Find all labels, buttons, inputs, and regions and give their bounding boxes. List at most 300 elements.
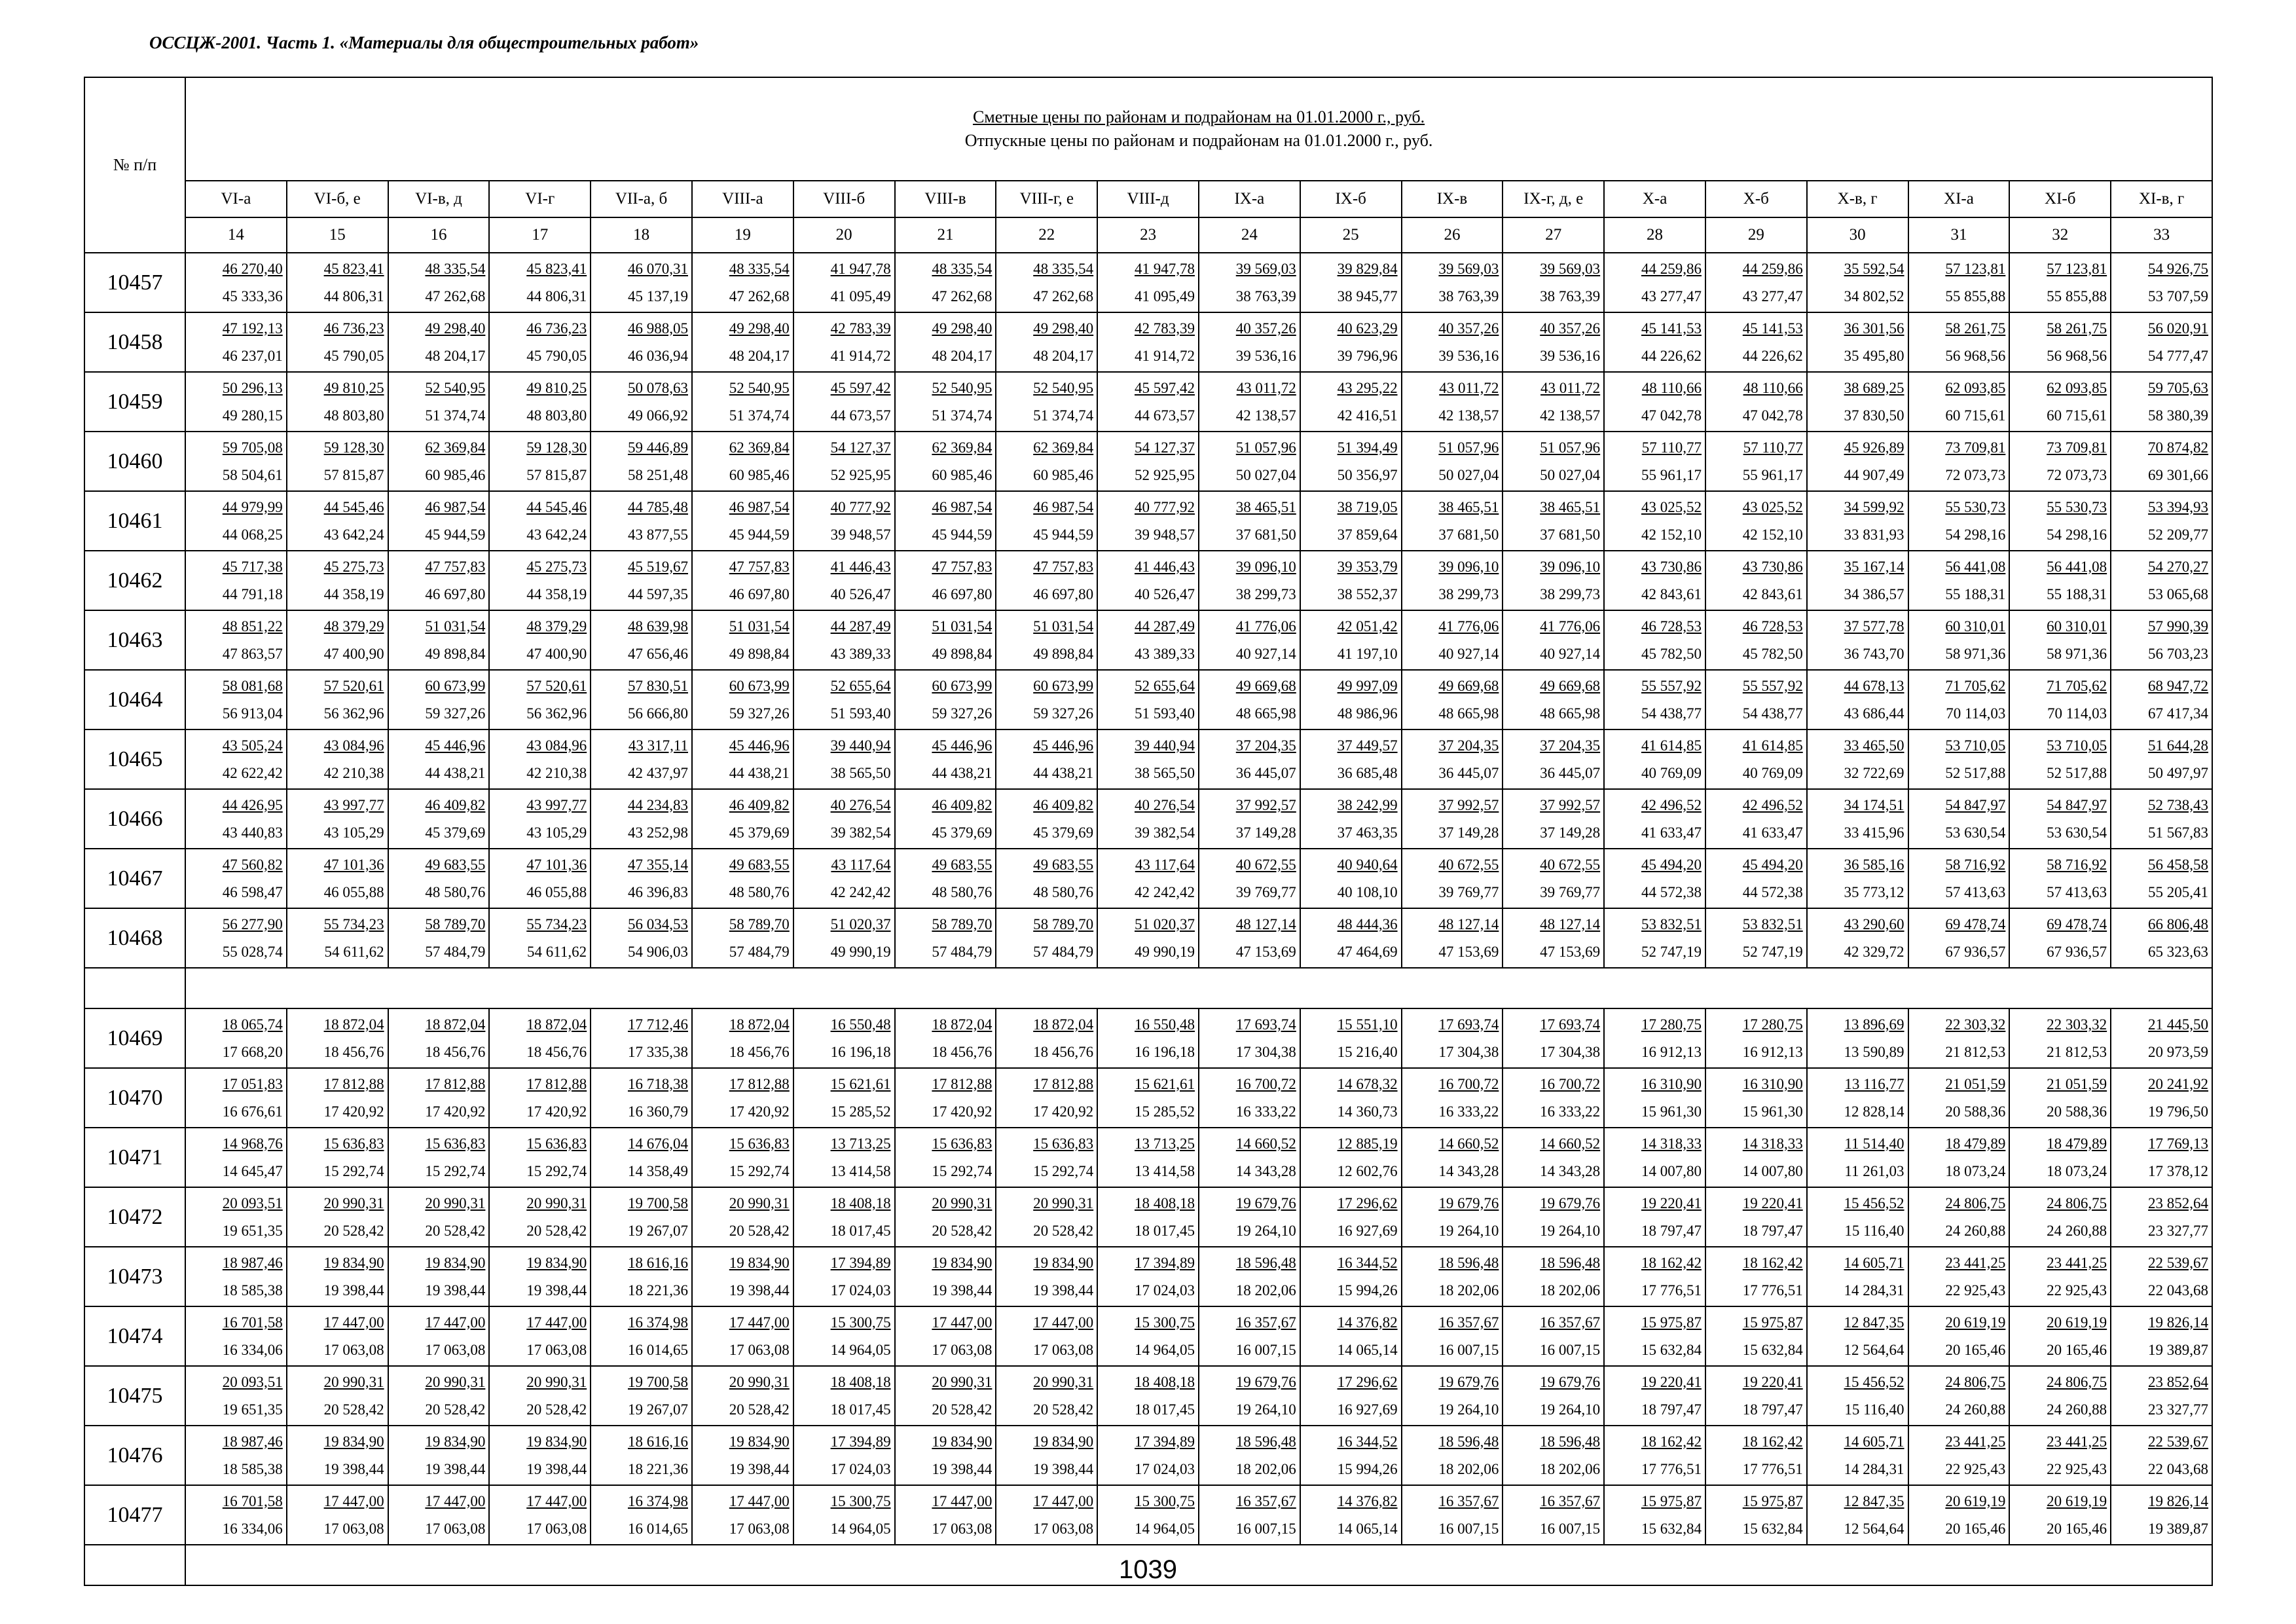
estimate-price: 22 303,32 bbox=[1945, 1016, 2006, 1033]
estimate-price: 14 376,82 bbox=[1337, 1314, 1398, 1331]
estimate-price: 48 851,22 bbox=[222, 618, 283, 635]
price-cell bbox=[996, 432, 1097, 491]
price-cell bbox=[1908, 1426, 2010, 1485]
price-cell bbox=[2111, 551, 2212, 610]
price-cell bbox=[793, 610, 895, 670]
release-price: 45 782,50 bbox=[1641, 645, 1702, 662]
price-cell bbox=[1908, 670, 2010, 729]
region-code-cell: VI-в, д bbox=[388, 181, 490, 217]
estimate-price: 45 597,42 bbox=[830, 379, 891, 396]
release-price: 45 137,19 bbox=[627, 287, 688, 304]
release-price: 44 572,38 bbox=[1742, 883, 1803, 900]
estimate-price: 52 540,95 bbox=[729, 379, 790, 396]
estimate-price: 18 872,04 bbox=[425, 1016, 486, 1033]
release-price: 17 420,92 bbox=[729, 1103, 790, 1120]
price-cell bbox=[692, 1008, 793, 1068]
price-table-body bbox=[84, 77, 2212, 1585]
estimate-price: 19 220,41 bbox=[1742, 1373, 1803, 1390]
price-cell bbox=[895, 432, 996, 491]
price-cell bbox=[2009, 312, 2111, 372]
release-price: 53 630,54 bbox=[2047, 824, 2107, 841]
table-row bbox=[84, 551, 2212, 610]
release-price: 43 252,98 bbox=[627, 824, 688, 841]
estimate-price: 15 636,83 bbox=[932, 1135, 993, 1152]
price-cell bbox=[185, 1306, 287, 1366]
price-cell bbox=[692, 908, 793, 968]
estimate-price: 38 465,51 bbox=[1438, 498, 1499, 515]
release-price: 12 564,64 bbox=[1844, 1341, 1904, 1358]
column-number-cell: 24 bbox=[1199, 217, 1300, 253]
price-cell bbox=[1300, 729, 1402, 789]
release-price: 15 285,52 bbox=[830, 1103, 891, 1120]
release-price: 46 697,80 bbox=[425, 585, 486, 602]
estimate-price: 16 374,98 bbox=[627, 1492, 688, 1509]
release-price: 47 153,69 bbox=[1438, 943, 1499, 960]
table-row bbox=[84, 1366, 2212, 1426]
estimate-price: 37 204,35 bbox=[1235, 737, 1296, 754]
estimate-price: 15 621,61 bbox=[1134, 1075, 1195, 1092]
estimate-price: 49 298,40 bbox=[729, 320, 790, 337]
release-price: 14 343,28 bbox=[1540, 1162, 1601, 1179]
estimate-price: 19 700,58 bbox=[627, 1194, 688, 1211]
release-price: 19 398,44 bbox=[526, 1282, 587, 1299]
estimate-price: 17 769,13 bbox=[2148, 1135, 2209, 1152]
release-price: 60 985,46 bbox=[1033, 466, 1094, 483]
estimate-price: 44 545,46 bbox=[526, 498, 587, 515]
release-price: 33 831,93 bbox=[1844, 526, 1904, 543]
release-price: 20 528,42 bbox=[729, 1401, 790, 1418]
price-cell bbox=[1097, 729, 1199, 789]
release-price: 19 398,44 bbox=[1033, 1460, 1094, 1477]
release-price: 14 964,05 bbox=[830, 1341, 891, 1358]
estimate-price: 15 975,87 bbox=[1641, 1314, 1702, 1331]
price-cell bbox=[2111, 1306, 2212, 1366]
release-price: 56 968,56 bbox=[2047, 347, 2107, 364]
price-cell bbox=[1705, 1068, 1807, 1128]
estimate-price: 17 447,00 bbox=[1033, 1492, 1094, 1509]
price-cell bbox=[1503, 1247, 1604, 1306]
release-price: 18 202,06 bbox=[1438, 1460, 1499, 1477]
estimate-price: 47 757,83 bbox=[932, 558, 993, 575]
release-price: 60 985,46 bbox=[932, 466, 993, 483]
price-cell bbox=[692, 610, 793, 670]
price-cell bbox=[185, 1426, 287, 1485]
price-cell bbox=[287, 1426, 388, 1485]
estimate-price: 14 376,82 bbox=[1337, 1492, 1398, 1509]
table-row bbox=[84, 1187, 2212, 1247]
estimate-price: 49 669,68 bbox=[1438, 677, 1499, 694]
estimate-price: 66 806,48 bbox=[2148, 915, 2209, 932]
release-price: 14 360,73 bbox=[1337, 1103, 1398, 1120]
price-cell bbox=[1402, 372, 1503, 432]
estimate-price: 46 270,40 bbox=[222, 260, 283, 277]
estimate-price: 36 301,56 bbox=[1844, 320, 1904, 337]
estimate-price: 17 447,00 bbox=[323, 1314, 384, 1331]
price-cell bbox=[996, 253, 1097, 312]
estimate-price: 43 290,60 bbox=[1844, 915, 1904, 932]
price-cell bbox=[1097, 372, 1199, 432]
price-cell bbox=[1097, 1366, 1199, 1426]
price-cell bbox=[1300, 551, 1402, 610]
price-cell bbox=[591, 432, 692, 491]
price-cell bbox=[388, 1485, 490, 1545]
release-price: 40 769,09 bbox=[1641, 764, 1702, 781]
release-price: 38 552,37 bbox=[1337, 585, 1398, 602]
estimate-price: 14 318,33 bbox=[1742, 1135, 1803, 1152]
price-cell bbox=[996, 551, 1097, 610]
estimate-price: 53 710,05 bbox=[1945, 737, 2006, 754]
estimate-price: 18 596,48 bbox=[1438, 1433, 1499, 1450]
release-price: 44 806,31 bbox=[323, 287, 384, 304]
estimate-price: 43 505,24 bbox=[222, 737, 283, 754]
price-cell bbox=[1199, 1485, 1300, 1545]
estimate-price: 58 261,75 bbox=[1945, 320, 2006, 337]
release-price: 44 438,21 bbox=[729, 764, 790, 781]
estimate-price: 51 020,37 bbox=[1134, 915, 1195, 932]
price-cell bbox=[1097, 1068, 1199, 1128]
estimate-price: 59 128,30 bbox=[323, 439, 384, 456]
price-cell bbox=[489, 670, 591, 729]
estimate-price: 45 823,41 bbox=[323, 260, 384, 277]
price-cell bbox=[1402, 729, 1503, 789]
price-cell bbox=[1908, 849, 2010, 908]
release-price: 35 773,12 bbox=[1844, 883, 1904, 900]
estimate-price: 39 096,10 bbox=[1235, 558, 1296, 575]
release-price: 45 944,59 bbox=[1033, 526, 1094, 543]
price-cell bbox=[1402, 432, 1503, 491]
price-cell bbox=[2009, 1366, 2111, 1426]
estimate-price: 12 847,35 bbox=[1844, 1492, 1904, 1509]
price-cell bbox=[2111, 849, 2212, 908]
estimate-price: 14 968,76 bbox=[222, 1135, 283, 1152]
price-cell bbox=[1705, 610, 1807, 670]
estimate-price: 40 623,29 bbox=[1337, 320, 1398, 337]
estimate-price: 59 705,63 bbox=[2148, 379, 2209, 396]
price-cell bbox=[1604, 610, 1705, 670]
release-price: 60 985,46 bbox=[729, 466, 790, 483]
estimate-price: 62 093,85 bbox=[1945, 379, 2006, 396]
estimate-price: 14 660,52 bbox=[1540, 1135, 1601, 1152]
release-price: 18 202,06 bbox=[1235, 1282, 1296, 1299]
price-cell bbox=[2009, 1485, 2111, 1545]
release-price: 14 007,80 bbox=[1742, 1162, 1803, 1179]
release-price: 18 456,76 bbox=[425, 1043, 486, 1060]
price-cell bbox=[793, 312, 895, 372]
release-price: 49 898,84 bbox=[1033, 645, 1094, 662]
price-cell bbox=[1705, 432, 1807, 491]
release-price: 22 925,43 bbox=[2047, 1460, 2107, 1477]
release-price: 37 681,50 bbox=[1235, 526, 1296, 543]
release-price: 18 585,38 bbox=[222, 1282, 283, 1299]
estimate-price: 20 990,31 bbox=[729, 1373, 790, 1390]
price-cell bbox=[388, 1128, 490, 1187]
estimate-price: 56 441,08 bbox=[2047, 558, 2107, 575]
release-price: 48 204,17 bbox=[425, 347, 486, 364]
estimate-price: 49 298,40 bbox=[1033, 320, 1094, 337]
estimate-price: 15 300,75 bbox=[830, 1314, 891, 1331]
estimate-price: 19 834,90 bbox=[425, 1433, 486, 1450]
price-cell bbox=[1908, 551, 2010, 610]
estimate-price: 60 673,99 bbox=[932, 677, 993, 694]
estimate-price: 37 992,57 bbox=[1235, 796, 1296, 813]
price-cell bbox=[1807, 1187, 1908, 1247]
estimate-price: 19 679,76 bbox=[1235, 1194, 1296, 1211]
estimate-price: 18 479,89 bbox=[2047, 1135, 2107, 1152]
price-cell bbox=[287, 729, 388, 789]
estimate-price: 49 298,40 bbox=[932, 320, 993, 337]
estimate-price: 19 679,76 bbox=[1438, 1194, 1499, 1211]
estimate-price: 16 310,90 bbox=[1641, 1075, 1702, 1092]
estimate-price: 39 353,79 bbox=[1337, 558, 1398, 575]
release-price: 57 484,79 bbox=[729, 943, 790, 960]
estimate-price: 51 394,49 bbox=[1337, 439, 1398, 456]
price-cell bbox=[185, 908, 287, 968]
release-price: 49 898,84 bbox=[425, 645, 486, 662]
price-cell bbox=[287, 908, 388, 968]
price-cell bbox=[2009, 372, 2111, 432]
price-cell bbox=[388, 1366, 490, 1426]
release-price: 48 580,76 bbox=[425, 883, 486, 900]
price-cell bbox=[1199, 1008, 1300, 1068]
price-cell bbox=[591, 1485, 692, 1545]
estimate-price: 19 834,90 bbox=[323, 1254, 384, 1271]
release-price: 44 572,38 bbox=[1641, 883, 1702, 900]
release-price: 69 301,66 bbox=[2148, 466, 2209, 483]
estimate-price: 16 701,58 bbox=[222, 1314, 283, 1331]
price-cell bbox=[2009, 491, 2111, 551]
release-price: 41 914,72 bbox=[830, 347, 891, 364]
estimate-price: 40 357,26 bbox=[1438, 320, 1499, 337]
price-cell bbox=[1199, 849, 1300, 908]
price-cell bbox=[185, 432, 287, 491]
price-cell bbox=[2009, 1008, 2111, 1068]
price-cell bbox=[2009, 1068, 2111, 1128]
release-price: 18 017,45 bbox=[830, 1401, 891, 1418]
release-price: 48 665,98 bbox=[1235, 705, 1296, 722]
price-cell bbox=[1503, 1426, 1604, 1485]
release-price: 49 990,19 bbox=[830, 943, 891, 960]
estimate-price: 15 975,87 bbox=[1742, 1314, 1803, 1331]
price-cell bbox=[1908, 1187, 2010, 1247]
price-cell bbox=[1300, 1187, 1402, 1247]
price-cell bbox=[388, 253, 490, 312]
price-cell bbox=[1807, 908, 1908, 968]
price-cell bbox=[793, 1426, 895, 1485]
estimate-price: 18 408,18 bbox=[1134, 1194, 1195, 1211]
price-cell bbox=[793, 1128, 895, 1187]
release-price: 43 642,24 bbox=[323, 526, 384, 543]
price-cell bbox=[1300, 1247, 1402, 1306]
price-cell bbox=[185, 789, 287, 849]
release-price: 42 138,57 bbox=[1438, 407, 1499, 424]
price-cell bbox=[1097, 1187, 1199, 1247]
price-cell bbox=[1402, 1008, 1503, 1068]
release-price: 15 632,84 bbox=[1641, 1520, 1702, 1537]
table-row bbox=[84, 908, 2212, 968]
price-cell bbox=[996, 312, 1097, 372]
price-cell bbox=[1705, 908, 1807, 968]
estimate-price: 45 717,38 bbox=[222, 558, 283, 575]
price-cell bbox=[591, 1366, 692, 1426]
release-price: 19 796,50 bbox=[2148, 1103, 2209, 1120]
release-price: 14 964,05 bbox=[1134, 1341, 1195, 1358]
release-price: 46 396,83 bbox=[627, 883, 688, 900]
estimate-price: 53 710,05 bbox=[2047, 737, 2107, 754]
estimate-price: 53 832,51 bbox=[1641, 915, 1702, 932]
release-price: 42 138,57 bbox=[1235, 407, 1296, 424]
price-cell bbox=[2009, 1187, 2111, 1247]
release-price: 16 333,22 bbox=[1235, 1103, 1296, 1120]
release-price: 44 597,35 bbox=[627, 585, 688, 602]
price-cell bbox=[1807, 1008, 1908, 1068]
price-cell bbox=[185, 1128, 287, 1187]
estimate-price: 18 065,74 bbox=[222, 1016, 283, 1033]
estimate-price: 18 162,42 bbox=[1641, 1433, 1702, 1450]
price-cell bbox=[1503, 1008, 1604, 1068]
price-cell bbox=[2111, 372, 2212, 432]
estimate-price: 23 441,25 bbox=[1945, 1433, 2006, 1450]
estimate-price: 20 990,31 bbox=[526, 1194, 587, 1211]
release-price: 20 165,46 bbox=[2047, 1341, 2107, 1358]
estimate-price: 51 644,28 bbox=[2148, 737, 2209, 754]
price-cell bbox=[287, 1187, 388, 1247]
price-table bbox=[84, 77, 2213, 1586]
estimate-price: 57 123,81 bbox=[1945, 260, 2006, 277]
release-price: 57 413,63 bbox=[1945, 883, 2006, 900]
estimate-price: 19 220,41 bbox=[1742, 1194, 1803, 1211]
spacer-cell bbox=[185, 968, 2212, 1008]
release-price: 20 528,42 bbox=[932, 1401, 993, 1418]
estimate-price: 41 614,85 bbox=[1641, 737, 1702, 754]
estimate-price: 39 569,03 bbox=[1438, 260, 1499, 277]
item-number: 10459 bbox=[84, 372, 185, 432]
estimate-price: 46 070,31 bbox=[627, 260, 688, 277]
release-price: 59 327,26 bbox=[729, 705, 790, 722]
estimate-price: 35 592,54 bbox=[1844, 260, 1904, 277]
table-row bbox=[84, 610, 2212, 670]
price-cell bbox=[793, 849, 895, 908]
price-cell bbox=[185, 312, 287, 372]
estimate-price: 40 672,55 bbox=[1438, 856, 1499, 873]
release-price: 45 944,59 bbox=[932, 526, 993, 543]
price-cell bbox=[1402, 1128, 1503, 1187]
column-number-cell: 23 bbox=[1097, 217, 1199, 253]
release-price: 43 686,44 bbox=[1844, 705, 1904, 722]
release-price: 43 105,29 bbox=[526, 824, 587, 841]
estimate-price: 20 619,19 bbox=[1945, 1314, 2006, 1331]
release-price: 47 042,78 bbox=[1641, 407, 1702, 424]
estimate-price: 21 051,59 bbox=[1945, 1075, 2006, 1092]
estimate-price: 47 560,82 bbox=[222, 856, 283, 873]
release-price: 57 413,63 bbox=[2047, 883, 2107, 900]
release-price: 38 763,39 bbox=[1540, 287, 1601, 304]
estimate-price: 40 777,92 bbox=[1134, 498, 1195, 515]
price-cell bbox=[1402, 1306, 1503, 1366]
price-cell bbox=[692, 491, 793, 551]
price-cell bbox=[388, 1306, 490, 1366]
estimate-price: 16 310,90 bbox=[1742, 1075, 1803, 1092]
release-price: 36 445,07 bbox=[1235, 764, 1296, 781]
region-code-cell: XI-б bbox=[2009, 181, 2111, 217]
estimate-price: 15 456,52 bbox=[1844, 1373, 1904, 1390]
release-price: 46 055,88 bbox=[526, 883, 587, 900]
estimate-price: 39 440,94 bbox=[1134, 737, 1195, 754]
release-price: 17 063,08 bbox=[323, 1341, 384, 1358]
estimate-price: 20 990,31 bbox=[323, 1194, 384, 1211]
release-price: 48 803,80 bbox=[526, 407, 587, 424]
release-price: 15 961,30 bbox=[1742, 1103, 1803, 1120]
release-price: 46 697,80 bbox=[729, 585, 790, 602]
estimate-price: 40 357,26 bbox=[1540, 320, 1601, 337]
price-cell bbox=[1705, 849, 1807, 908]
release-price: 18 202,06 bbox=[1540, 1460, 1601, 1477]
price-cell bbox=[692, 1366, 793, 1426]
release-price: 34 802,52 bbox=[1844, 287, 1904, 304]
price-cell bbox=[591, 1247, 692, 1306]
estimate-price: 14 660,52 bbox=[1235, 1135, 1296, 1152]
release-price: 47 262,68 bbox=[1033, 287, 1094, 304]
estimate-price: 59 128,30 bbox=[526, 439, 587, 456]
price-cell bbox=[793, 1187, 895, 1247]
estimate-price: 54 847,97 bbox=[2047, 796, 2107, 813]
release-price: 51 593,40 bbox=[1134, 705, 1195, 722]
price-cell bbox=[1908, 1068, 2010, 1128]
price-cell bbox=[1199, 908, 1300, 968]
price-cell bbox=[1807, 1068, 1908, 1128]
estimate-price: 18 872,04 bbox=[323, 1016, 384, 1033]
release-price: 18 202,06 bbox=[1540, 1282, 1601, 1299]
price-cell bbox=[996, 849, 1097, 908]
release-price: 17 063,08 bbox=[1033, 1520, 1094, 1537]
price-cell bbox=[1807, 253, 1908, 312]
release-price: 55 961,17 bbox=[1641, 466, 1702, 483]
price-cell bbox=[489, 610, 591, 670]
price-cell bbox=[2111, 432, 2212, 491]
release-price: 41 095,49 bbox=[1134, 287, 1195, 304]
price-cell bbox=[692, 1068, 793, 1128]
row-number-header: № п/п bbox=[84, 77, 185, 253]
release-price: 51 374,74 bbox=[932, 407, 993, 424]
price-cell bbox=[1300, 1068, 1402, 1128]
price-cell bbox=[1097, 432, 1199, 491]
release-price: 51 567,83 bbox=[2148, 824, 2209, 841]
price-cell bbox=[1503, 849, 1604, 908]
region-code-cell: VIII-б bbox=[793, 181, 895, 217]
price-cell bbox=[895, 491, 996, 551]
release-price: 17 063,08 bbox=[526, 1341, 587, 1358]
release-price: 39 769,77 bbox=[1540, 883, 1601, 900]
estimate-price: 49 298,40 bbox=[425, 320, 486, 337]
price-cell bbox=[1807, 729, 1908, 789]
release-price: 44 673,57 bbox=[1134, 407, 1195, 424]
estimate-price: 35 167,14 bbox=[1844, 558, 1904, 575]
estimate-price: 19 679,76 bbox=[1540, 1373, 1601, 1390]
estimate-price: 39 829,84 bbox=[1337, 260, 1398, 277]
estimate-price: 45 926,89 bbox=[1844, 439, 1904, 456]
price-cell bbox=[1199, 1068, 1300, 1128]
release-price: 15 292,74 bbox=[932, 1162, 993, 1179]
estimate-price: 41 614,85 bbox=[1742, 737, 1803, 754]
estimate-price: 17 693,74 bbox=[1235, 1016, 1296, 1033]
column-number-cell: 20 bbox=[793, 217, 895, 253]
price-cell bbox=[1402, 908, 1503, 968]
price-cell bbox=[895, 849, 996, 908]
price-cell bbox=[287, 1068, 388, 1128]
estimate-price: 20 619,19 bbox=[1945, 1492, 2006, 1509]
release-price: 50 027,04 bbox=[1540, 466, 1601, 483]
estimate-price: 43 025,52 bbox=[1742, 498, 1803, 515]
release-price: 45 782,50 bbox=[1742, 645, 1803, 662]
